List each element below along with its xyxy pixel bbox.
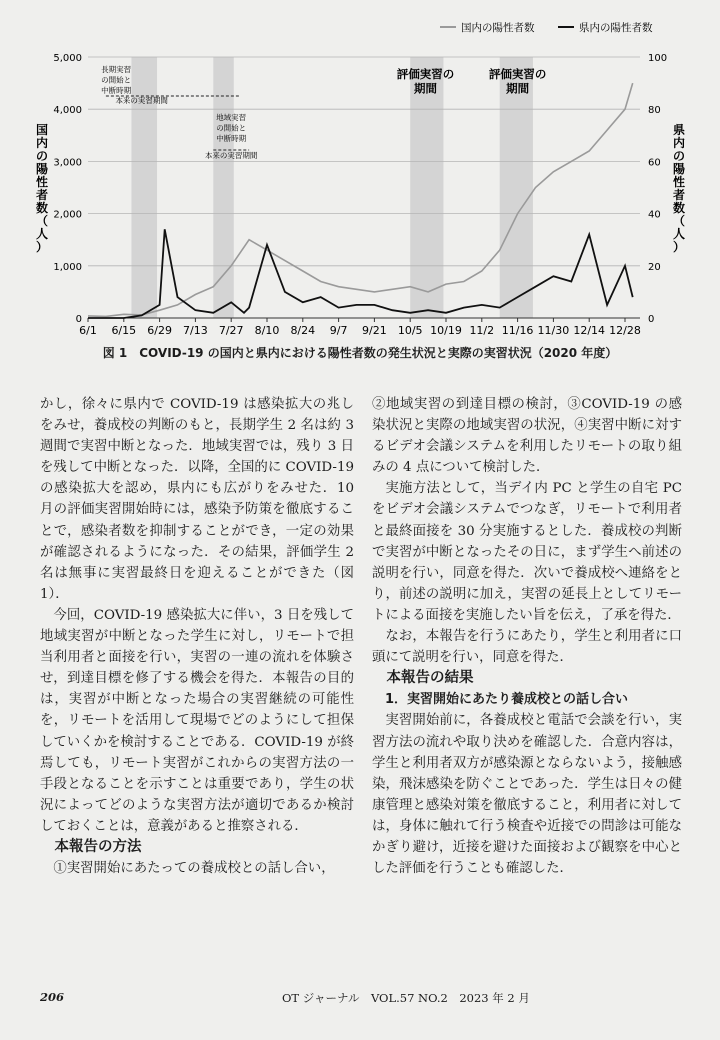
series-line-1 (88, 229, 633, 318)
y-right-tick-label: 60 (648, 157, 661, 169)
y-left-tick-label: 3,000 (53, 157, 82, 169)
left-column (40, 394, 354, 879)
annotation-2-line-1: の開始と (101, 75, 132, 85)
page-number: 206 (40, 990, 65, 1004)
right-paragraph-4: 実習開始前に，各養成校と電話で会談を行い，実習方法の流れや取り決めを確認した．合意内容は，学生と利用者双方が感染源とならないよう，接触感染，飛沫感染を防ぐことであった．学生は日々の健康管理と感染対策を徹底すること，利用者に対しては，身体に触れて行う検査や近接での問診は可能なかぎり避け，近接を避けた面接および観察を中心とした評価を行うことも確認した． (372, 713, 682, 877)
y-right-tick-label: 20 (648, 261, 661, 273)
x-tick-label: 10/5 (397, 324, 423, 337)
x-tick-label: 11/2 (469, 324, 495, 337)
x-tick-label: 7/13 (183, 324, 208, 337)
y-right-axis-label: 県内の陽性者数（人） (672, 123, 686, 254)
heading-result: 本報告の結果 (386, 670, 474, 687)
annotation-4-line-2: 中断時期 (216, 134, 247, 143)
x-tick-label: 8/10 (254, 324, 280, 337)
left-paragraph-1: かし，徐々に県内で COVID-19 は感染拡大の兆しをみせ，養成校の判断のもと，長期学生 2 名は約 3 週間で実習中断となった．地域実習では，残り 3 日を残して中断となった．以降，全国的に COVID-19 の感染拡大を認め，県内にも広がりをみせた．10 月の評価実習開始時には，感染予防策を徹底することで，感染者数を抑制することができ，一定の効果が確認されるようになった．その結果，評価学生 2 名は無事に実習最終日を迎えることができた（図 1）． (40, 397, 354, 602)
x-tick-label: 8/24 (290, 324, 316, 337)
heading-method: 本報告の方法 (54, 838, 142, 855)
y-right-tick-label: 80 (648, 105, 661, 117)
annotation-0-line-0: 評価実習の (396, 67, 455, 81)
legend-label-1: 県内の陽性者数 (579, 22, 653, 34)
x-tick-label: 12/14 (573, 324, 606, 337)
x-tick-label: 6/29 (147, 324, 172, 337)
figure-caption: 図 1 COVID-19 の国内と県内における陽性者数の発生状況と実際の実習状況（2020 年度） (102, 346, 618, 360)
x-tick-label: 10/19 (430, 324, 462, 337)
right-paragraph-1: ②地域実習の到達目標の検討，③COVID-19 の感染状況と実際の地域実習の状況，④実習中断に対するビデオ会議システムを利用したリモートの取り組みの 4 点について検討した． (372, 397, 682, 476)
x-tick-label: 6/15 (111, 324, 137, 337)
series-line-0 (88, 83, 633, 316)
y-left-tick-label: 4,000 (53, 105, 82, 117)
y-left-tick-label: 2,000 (53, 209, 82, 221)
annotation-3-line-0: 本来の実習期間 (115, 96, 168, 105)
y-left-tick-label: 1,000 (53, 261, 82, 273)
figure-1-chart (0, 0, 720, 340)
annotation-1-line-0: 評価実習の (488, 67, 547, 81)
annotation-2-line-2: 中断時期 (101, 86, 132, 95)
x-tick-label: 7/27 (218, 324, 244, 337)
annotation-4-line-1: の開始と (216, 123, 247, 133)
right-paragraph-2: 実施方法として，当デイ内 PC と学生の自宅 PC をビデオ会議システムでつなぎ，リモートで利用者と最終面接を 30 分実施するとした．養成校の判断で実習が中断となったその日に，まず学生へ前述の説明を行い，同意を得た．次いで養成校へ連絡をとり，前述の説明に加え，実習の延長上としてリモートによる面接を実施したい旨を伝え，了承を得た． (372, 481, 682, 623)
y-right-tick-label: 0 (648, 314, 655, 325)
journal-info: OT ジャーナル VOL.57 NO.2 2023 年 2 月 (282, 991, 530, 1005)
x-tick-label: 12/28 (609, 324, 641, 337)
annotation-5-line-0: 本来の実習期間 (204, 151, 258, 160)
left-paragraph-3: ①実習開始にあたっての養成校との話し合い， (53, 861, 335, 877)
right-column (372, 394, 682, 879)
x-tick-label: 6/1 (79, 324, 97, 337)
y-right-tick-label: 100 (648, 53, 668, 64)
right-paragraph-3: なお，本報告を行うにあたり，学生と利用者に口頭にて説明を行い，同意を得た． (372, 629, 682, 666)
annotation-2-line-0: 長期実習 (101, 65, 132, 74)
y-left-tick-label: 0 (75, 314, 82, 325)
y-left-tick-label: 5,000 (53, 53, 82, 64)
x-tick-label: 9/21 (362, 324, 387, 337)
y-right-tick-label: 40 (648, 209, 661, 221)
x-tick-label: 9/7 (329, 324, 348, 337)
annotation-0-line-1: 期間 (414, 81, 438, 96)
annotation-1-line-1: 期間 (506, 81, 530, 96)
annotation-4-line-0: 地域実習 (216, 113, 247, 122)
x-tick-label: 11/16 (501, 324, 534, 337)
shaded-period-3 (500, 57, 533, 318)
left-paragraph-2: 今回，COVID-19 感染拡大に伴い，3 日を残して地域実習が中断となった学生に対し，リモートで担当利用者と面接を行い，実習の一連の流れを体験させ，到達目標を修了する機会を得た．本報告の目的は，実習が中断となった場合の実習継続の可能性を，リモートを活用して現場でどのようにして担保していくかを検討することである．COVID-19 が終焉しても，リモート実習がこれからの実習方法の一手段となることを示すことは重要であり，学生の状況によってどのような実習方法が適切であるか検討しておくことは，意義があると推察される． (40, 607, 354, 834)
x-tick-label: 11/30 (537, 324, 570, 337)
shaded-period-2 (410, 57, 443, 318)
y-left-axis-label: 国内の陽性者数（人） (35, 123, 49, 254)
legend-label-0: 国内の陽性者数 (461, 22, 535, 34)
subheading-1: 1．実習開始にあたり養成校との話し合い (385, 692, 629, 708)
